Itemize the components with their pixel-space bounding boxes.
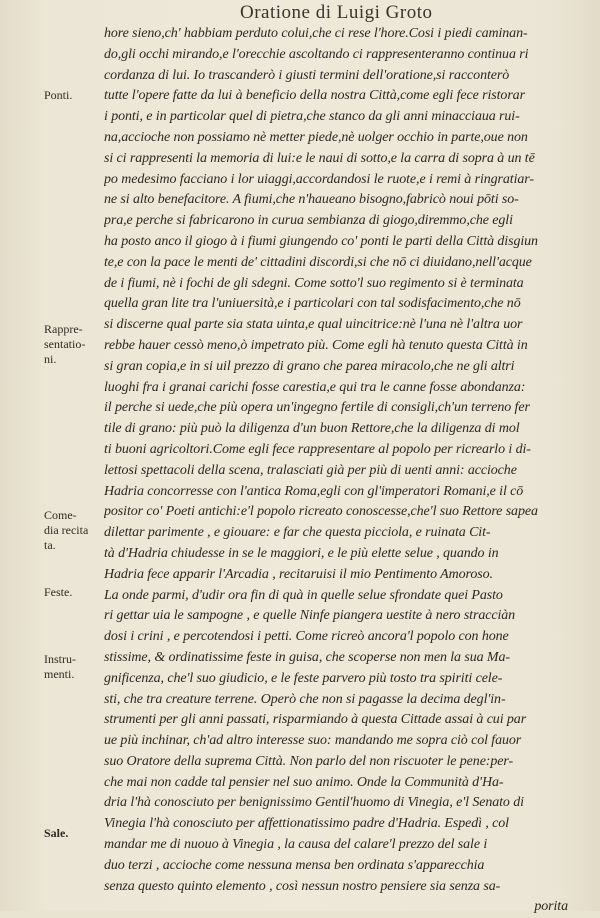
text-line: mandar me di nuouo à Vinegia , la causa del calare'l prezzo del sale i (104, 837, 488, 853)
text-line: senza questo quinto elemento , così nessun nostro pensiere sia senza sa- (104, 878, 501, 894)
text-line: positor co' Poeti antichi:e'l popolo ricreato conoscesse,che'l suo Rettore sapea (104, 504, 538, 520)
text-line: tutte l'opere fatte da lui à beneficio della nostra Città,come egli fece ristorar (104, 88, 525, 104)
text-line: do,gli occhi mirando,e l'orecchie ascoltando ci rappresenteranno continua ri (104, 46, 529, 62)
text-line: duo terzi , accioche come nessuna mensa ben ordinata s'apparecchia (104, 857, 485, 873)
body-text (104, 24, 592, 918)
text-line: hore sieno,ch' habbiam perduto colui,che ci rese l'hore.Cosi i piedi caminan- (104, 26, 528, 41)
text-line: pra,e perche si fabricarono in curua sembianza di giogo,diremmo,che egli (104, 213, 513, 229)
text-line: si gran copia,e in si uil prezzo di grano che parea miracolo,che ne gli altri (104, 358, 515, 374)
margin-note-instrumenti: Instru- menti. (44, 652, 76, 681)
text-line: La onde parmi, d'udir ora fin di quà in quelle selue sfrondate quei Pasto (104, 587, 503, 603)
text-line: ri gettar uia le sampogne , e quelle Ninfe piangera uestite à nero stracciàn (104, 608, 516, 624)
text-line: luoghi fra i granai carichi fosse carestia,e qui tra le canne fosse abondanza: (104, 379, 526, 395)
margin-note-rappresentationi: Rappre- sentatio- ni. (44, 322, 86, 366)
text-line: ue più inchinar, ch'ad altro interesse suo: mandando me sopra ciò col fauor (104, 733, 522, 749)
text-line: ne si alto benefacitore. A fiumi,che n'haueano bisogno,fabricò noui pōti so- (104, 192, 519, 208)
text-line: cordanza di lui. Io trascanderò i giusti termini dell'oratione,si racconterò (104, 67, 510, 83)
text-line: po medesimo facciano i lor uiaggi,accordandosi le ruote,e i remi à ringratiar- (104, 171, 534, 187)
text-line: tile di grano: più può la diligenza d'un buon Rettore,che la diligenza di mol (104, 421, 520, 437)
text-line: Hadria concorresse con l'antica Roma,egli con gl'imperatori Romani,e il cō (104, 483, 524, 499)
text-line: de i fiumi, nè i fochi de gli sdegni. Come sotto'l suo regimento si è terminata (104, 275, 524, 291)
margin-note-comedia: Come- dia recita ta. (44, 508, 89, 552)
text-line: stissime, & ordinatissime feste in guisa, che scoperse non men la sua Ma- (104, 649, 510, 665)
text-line: Hadria fece apparir l'Arcadia , recitaruisi il mio Pentimento Amoroso. (104, 566, 493, 582)
text-line: te,e con la pace le menti de' cittadini discordi,si che nō ci diuidano,nell'acque (104, 254, 532, 270)
text-line: gnificenza, che'l suo giudicio, e le feste parvero più tosto tra spiriti cele- (104, 670, 503, 686)
margin-note-feste: Feste. (44, 585, 73, 599)
text-line: strumenti per gli anni passati, risparmiando à questa Cittade assai à cui par (104, 712, 527, 728)
catchword: porita (534, 899, 568, 915)
margin-note-ponti: Ponti. (44, 88, 73, 102)
text-line: rebbe hauer cessò meno,ò impetrato più. Come egli hà tenuto questa Città in (104, 337, 528, 353)
text-line: tà d'Hadria chiudesse in se le maggiori, e le più elette selue , quando in (104, 545, 499, 561)
text-line: Vinegia l'hà conosciuto per affettionatissimo padre d'Hadria. Espedì , col (104, 816, 509, 832)
text-line: suo Oratore della suprema Città. Non parlo del non riscuoter le pene:per- (104, 753, 514, 769)
text-line: quella gran lite tra l'uniuersità,e i particolari con tal sodisfacimento,che nō (104, 296, 521, 312)
text-line: na,accioche non possiamo nè metter piede,nè uolger occhio in parte,oue non (104, 129, 528, 145)
text-line: ha posto anco il giogo à i fiumi giungendo co' ponti le parti della Città disgiun (104, 233, 538, 249)
text-line: i ponti, e in particolar quel di pietra,che stanco da gli anni minacciaua rui- (104, 109, 520, 125)
text-line: dilettar parimente , e giouare: e far che questa picciola, e ruinata Cit- (104, 525, 491, 541)
margin-note-sale: Sale. (44, 826, 69, 840)
text-line: sti, che tra creature terrene. Operò che non si pagasse la decima degl'in- (104, 691, 506, 707)
text-line: che mai non cadde tal pensier nel suo animo. Onde la Communità d'Ha- (104, 774, 504, 790)
text-line: si ci rappresenti la memoria di lui:e le naui di sotto,e la carra di sopra à un tē (104, 150, 535, 166)
text-line: dosi i crini , e percotendosi i petti. Come ricreò ancora'l popolo con hone (104, 629, 509, 645)
text-line: ti buoni agricoltori.Come egli fece rappresentare al popolo per ricrearlo i di- (104, 441, 531, 457)
text-line: si discerne qual parte sia stata uinta,e qual uincitrice:nè l'una nè l'altra uor (104, 317, 523, 333)
text-line: dria l'hà conosciuto per benignissimo Gentil'huomo di Vinegia, e'l Senato di (104, 795, 524, 811)
text-line: il perche si uede,che più opera un'ingegno fertile di consigli,ch'un terreno fer (104, 400, 530, 416)
page-header: Oratione di Luigi Groto (240, 2, 433, 23)
text-line: lettosi spettacoli della scena, tralasciati già per più di uenti anni: accioche (104, 462, 517, 478)
